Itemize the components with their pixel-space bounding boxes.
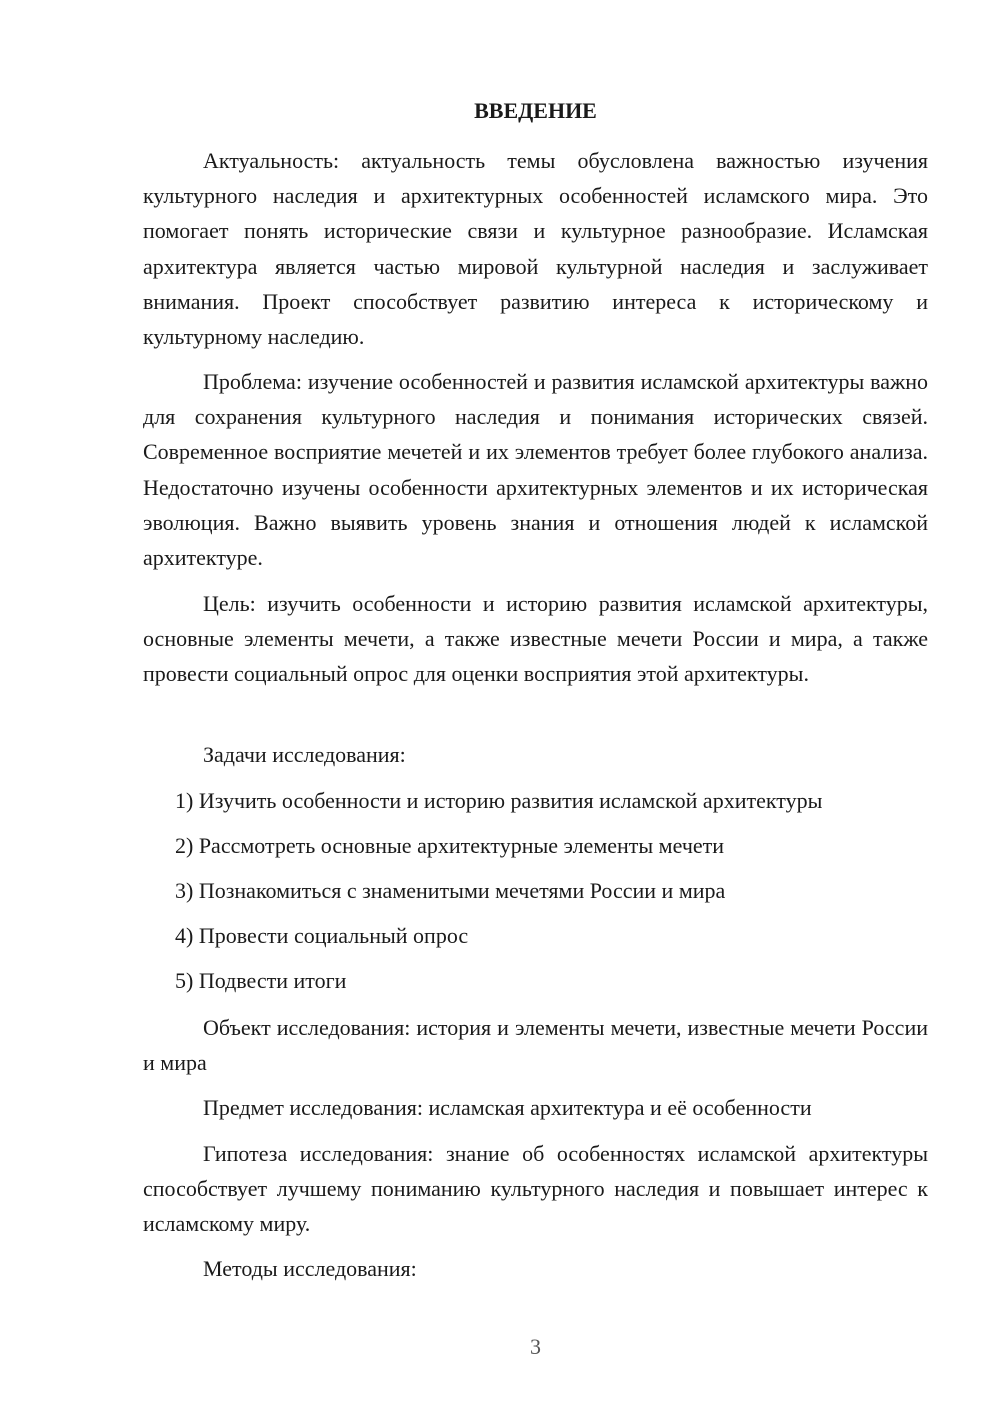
goal-paragraph: Цель: изучить особенности и историю развития исламской архитектуры, основные элементы мечети, а также известные мечети России и мира, а также провести социальный опрос для оценки восприятия этой архитектуры. bbox=[143, 591, 928, 687]
object-paragraph: Объект исследования: история и элементы мечети, известные мечети России и мира bbox=[143, 1015, 928, 1076]
tasks-heading: Задачи исследования: bbox=[203, 742, 406, 767]
page-number: 3 bbox=[530, 1334, 541, 1359]
page-title: ВВЕДЕНИЕ bbox=[474, 98, 597, 123]
problem-paragraph: Проблема: изучение особенностей и развития исламской архитектуры важно для сохранения культурного наследия и понимания исторических связей. Современное восприятие мечетей и их элементов требует более глубокого анализа. Недостаточно изучены особенности архитектурных элементов и их историческая эволюция. Важно выявить уровень знания и отношения людей к исламской архитектуре. bbox=[143, 369, 928, 571]
list-item: 5) Подвести итоги bbox=[175, 968, 347, 993]
relevance-paragraph: Актуальность: актуальность темы обусловлена важностью изучения культурного наследия и архитектурных особенностей исламского мира. Это помогает понять исторические связи и культурное разнообразие. Исламская архитектура является частью мировой культурной наследия и заслуживает внимания. Проект способствует развитию интереса к историческому и культурному наследию. bbox=[143, 148, 928, 350]
list-item: 3) Познакомиться с знаменитыми мечетями России и мира bbox=[175, 878, 726, 903]
subject-paragraph: Предмет исследования: исламская архитектура и её особенности bbox=[203, 1095, 812, 1120]
list-item: 2) Рассмотреть основные архитектурные элементы мечети bbox=[175, 833, 725, 858]
list-item: 1) Изучить особенности и историю развития исламской архитектуры bbox=[175, 788, 823, 813]
document-page bbox=[143, 0, 928, 1414]
hypothesis-paragraph: Гипотеза исследования: знание об особенностях исламской архитектуры способствует лучшему пониманию культурного наследия и повышает интерес к исламскому миру. bbox=[143, 1141, 928, 1237]
list-item: 4) Провести социальный опрос bbox=[175, 923, 469, 948]
methods-heading: Методы исследования: bbox=[203, 1256, 417, 1281]
